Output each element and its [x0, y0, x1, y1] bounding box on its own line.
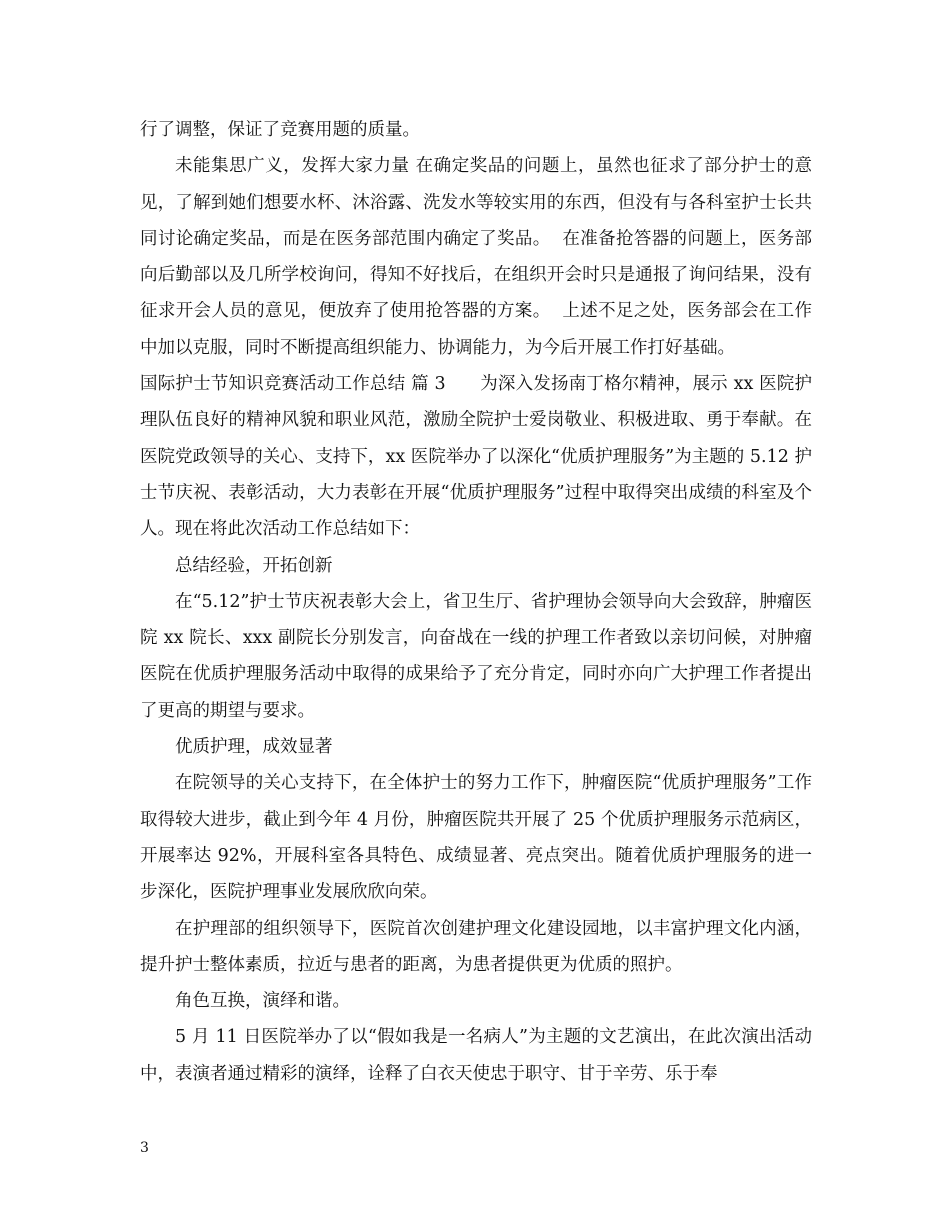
paragraph-1: 行了调整，保证了竞赛用题的质量。	[140, 120, 420, 140]
paragraph-8: 在护理部的组织领导下，医院首次创建护理文化建设园地，以丰富护理文化内涵，提升护士整体素质，拉近与患者的距离，为患者提供更为优质的照护。	[140, 918, 812, 975]
document-body	[140, 112, 812, 1092]
paragraph-3: 国际护士节知识竞赛活动工作总结 篇 3 为深入发扬南丁格尔精神，展示 xx 医院护理队伍良好的精神风貌和职业风范，激励全院护士爱岗敬业、积极进取、勇于奉献。在医院党政领导的关心、支持下，xx 医院举办了以深化“优质护理服务”为主题的 5.12 护士节庆祝、表彰活动，大力表彰在开展“优质护理服务”过程中取得突出成绩的科室及个人。现在将此次活动工作总结如下：	[140, 374, 812, 540]
section-heading-1: 总结经验，开拓创新	[175, 555, 333, 576]
section-heading-2: 优质护理，成效显著	[175, 737, 333, 758]
paragraph-7: 在院领导的关心支持下，在全体护士的努力工作下，肿瘤医院“优质护理服务”工作取得较大进步，截止到今年 4 月份，肿瘤医院共开展了 25 个优质护理服务示范病区，开展率达 92%，开展科室各具特色、成绩显著、亮点突出。随着优质护理服务的进一步深化，医院护理事业发展欣欣向荣。	[140, 773, 812, 903]
paragraph-5: 在“5.12”护士节庆祝表彰大会上，省卫生厅、省护理协会领导向大会致辞，肿瘤医院 xx 院长、xxx 副院长分别发言，向奋战在一线的护理工作者致以亲切问候，对肿瘤医院在优质护理服务活动中取得的成果给予了充分肯定，同时亦向广大护理工作者提出了更高的期望与要求。	[140, 591, 812, 721]
section-heading-3: 角色互换，演绎和谐。	[175, 991, 350, 1012]
paragraph-2: 未能集思广义，发挥大家力量 在确定奖品的问题上，虽然也征求了部分护士的意见，了解到她们想要水杯、沐浴露、洗发水等较实用的东西，但没有与各科室护士长共同讨论确定奖品，而是在医务部范围内确定了奖品。 在准备抢答器的问题上，医务部向后勤部以及几所学校询问，得知不好找后，在组织开会时只是通报了询问结果，没有征求开会人员的意见，便放弃了使用抢答器的方案。 上述不足之处，医务部会在工作中加以克服，同时不断提高组织能力、协调能力，为今后开展工作打好基础。	[140, 156, 812, 358]
paragraph-10: 5 月 11 日医院举办了以“假如我是一名病人”为主题的文艺演出，在此次演出活动中，表演者通过精彩的演绎，诠释了白衣天使忠于职守、甘于辛劳、乐于奉	[140, 1027, 812, 1084]
page-number: 3	[140, 1140, 149, 1156]
